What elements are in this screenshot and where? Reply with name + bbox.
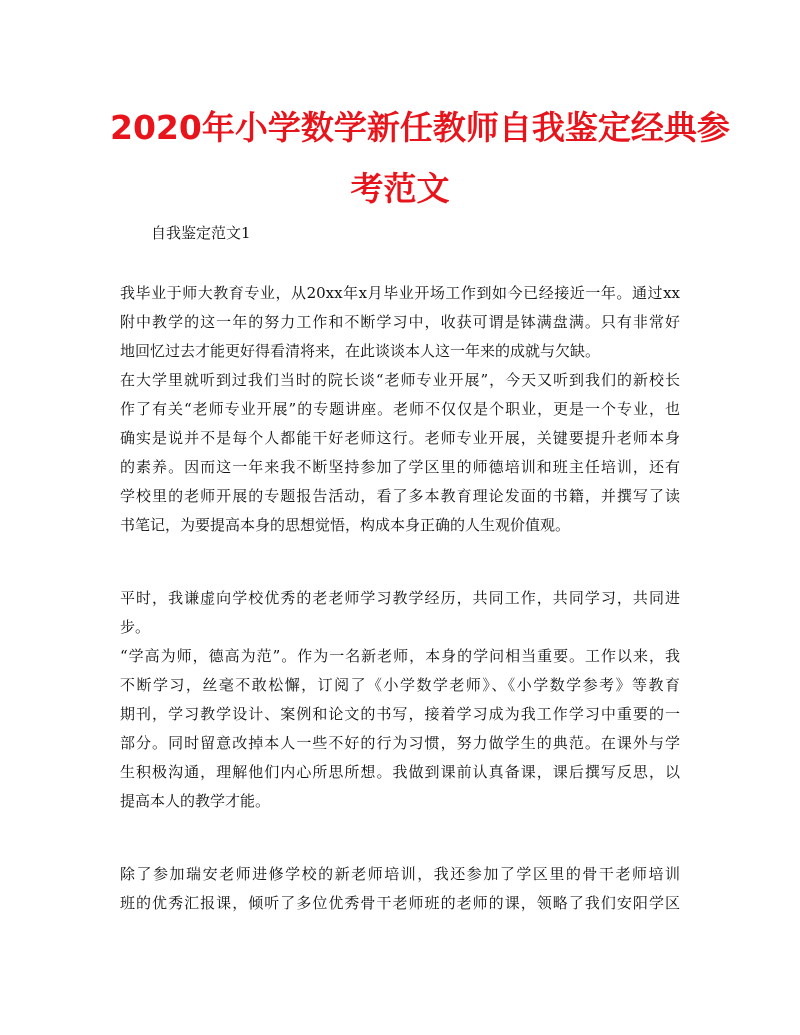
text-line: 作了有关“老师专业开展”的专题讲座。老师不仅仅是个职业，更是一个专业，也 bbox=[120, 400, 680, 418]
text-line: 提高本人的教学才能。 bbox=[120, 792, 271, 810]
text-line: 在大学里就听到过我们当时的院长谈“老师专业开展”，今天又听到我们的新校长 bbox=[120, 371, 680, 389]
text-line: 部分。同时留意改掉本人一些不好的行为习惯，努力做学生的典范。在课外与学 bbox=[120, 734, 680, 752]
text-line: 地回忆过去才能更好得看清将来，在此谈谈本人这一年来的成就与欠缺。 bbox=[120, 342, 601, 360]
paragraph-5 bbox=[120, 860, 680, 918]
text-line: 除了参加瑞安老师进修学校的新老师培训，我还参加了学区里的骨干老师培训 bbox=[120, 865, 680, 883]
paragraph-4 bbox=[120, 642, 680, 816]
text-line: “学高为师，德高为范”。作为一名新老师，本身的学问相当重要。工作以来，我 bbox=[120, 647, 680, 665]
text-line: 学校里的老师开展的专题报告活动，看了多本教育理论发面的书籍，并撰写了读 bbox=[120, 487, 680, 505]
text-line: 书笔记，为要提高本身的思想觉悟，构成本身正确的人生观价值观。 bbox=[120, 516, 571, 534]
text-line: 确实是说并不是每个人都能干好老师这行。老师专业开展，关键要提升老师本身 bbox=[120, 429, 680, 447]
text-line: 不断学习，丝毫不敢松懈，订阅了《小学数学老师》、《小学数学参考》等教育 bbox=[120, 676, 680, 694]
text-line: 平时，我谦虚向学校优秀的老老师学习教学经历，共同工作，共同学习，共同进 bbox=[120, 589, 680, 607]
document-title-line-2: 考范文 bbox=[350, 169, 450, 208]
paragraph-1 bbox=[120, 279, 680, 366]
text-line: 的素养。因而这一年来我不断坚持参加了学区里的师德培训和班主任培训，还有 bbox=[120, 458, 680, 476]
text-line: 我毕业于师大教育专业，从20xx年x月毕业开场工作到如今已经接近一年。通过xx bbox=[120, 284, 680, 302]
section-subheading: 自我鉴定范文1 bbox=[151, 224, 251, 242]
paragraph-3 bbox=[120, 584, 680, 642]
text-line: 生积极沟通，理解他们内心所思所想。我做到课前认真备课，课后撰写反思，以 bbox=[120, 763, 680, 781]
text-line: 附中教学的这一年的努力工作和不断学习中，收获可谓是钵满盘满。只有非常好 bbox=[120, 313, 680, 331]
text-line: 期刊，学习教学设计、案例和论文的书写，接着学习成为我工作学习中重要的一 bbox=[120, 705, 680, 723]
document-title-line-1: 2020年小学数学新任教师自我鉴定经典参 bbox=[110, 108, 730, 147]
text-line: 步。 bbox=[120, 618, 151, 636]
text-line: 班的优秀汇报课，倾听了多位优秀骨干老师班的老师的课，领略了我们安阳学区 bbox=[120, 894, 680, 912]
paragraph-2 bbox=[120, 366, 680, 540]
